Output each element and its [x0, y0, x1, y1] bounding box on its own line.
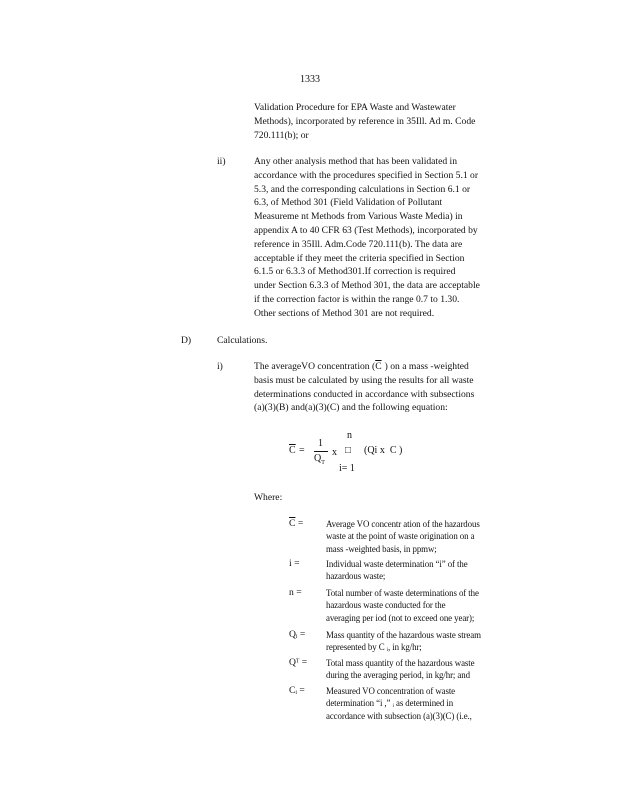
- text-line: reference in 35Ill. Adm.Code 720.111(b). The data are: [254, 238, 463, 250]
- text-line: during the averaging period, in kg/hr; and: [326, 670, 470, 681]
- equation-lhs: $\overline{C}$: [289, 445, 296, 456]
- item-i-paragraph: [254, 360, 539, 415]
- section-d-label: D): [181, 335, 192, 346]
- summation-icon: □: [345, 445, 352, 456]
- text-line: basis must be calculated by using the results for all waste: [254, 374, 474, 386]
- where-definition: [326, 558, 536, 583]
- equation-numerator: 1: [318, 438, 323, 449]
- where-symbol: Cᵢ =: [289, 685, 305, 696]
- equation-upper-limit: n: [347, 430, 352, 441]
- text-line: accordance with the procedures specified in Section 5.1 or: [254, 169, 479, 181]
- c-bar-symbol: $\overline{C}$: [375, 361, 382, 372]
- text-line: if the correction factor is within the range 0.7 to 1.30.: [254, 293, 460, 305]
- text-line: 6.3, of Method 301 (Field Validation of Pollutant: [254, 197, 443, 209]
- where-definition: [326, 685, 536, 722]
- text-line: Methods), incorporated by reference in 35Ill. Ad m. Code: [254, 115, 476, 127]
- equation-times: x: [332, 447, 337, 458]
- text-run: The averageVO concentration (: [254, 361, 376, 372]
- equation-term: (Qi x C ): [364, 445, 403, 456]
- text-line: Average VO concentr ation of the hazardous: [326, 519, 480, 529]
- text-line: 5.3, and the corresponding calculations in Section 6.1 or: [254, 183, 471, 195]
- where-definition: [326, 657, 536, 682]
- equation-q-sub: T: [321, 460, 325, 466]
- where-symbol: [289, 517, 319, 531]
- text-line: determinations conducted in accordance with subsections: [254, 388, 475, 400]
- text-line: appendix A to 40 CFR 63 (Test Methods), incorporated by: [254, 224, 478, 236]
- equation-lower-limit: i= 1: [339, 463, 355, 474]
- text-line: acceptable if they meet the criteria specified in Section: [254, 252, 465, 264]
- text-line: averaging per iod (not to exceed one year);: [326, 612, 475, 623]
- text-line: Total number of waste determinations of the: [326, 588, 479, 598]
- equation-q: Q: [314, 453, 322, 464]
- text-line: Mass quantity of the hazardous waste stream: [326, 630, 481, 640]
- where-definition: [326, 629, 536, 654]
- text-run: ) on a mass -weighted: [384, 361, 469, 372]
- text-line: Any other analysis method that has been validated in: [254, 156, 458, 167]
- where-symbol: Qᵢ =: [289, 629, 306, 640]
- equation-equals: =: [299, 445, 305, 456]
- text-line: hazardous waste conducted for the: [326, 600, 446, 611]
- c-bar-symbol: $\overline{C}$: [289, 518, 296, 529]
- text-line: under Section 6.3.3 of Method 301, the data are acceptable: [254, 280, 480, 292]
- paragraph-continuation: [254, 101, 539, 142]
- where-label: Where:: [254, 492, 283, 503]
- where-definition: [326, 518, 536, 555]
- text-line: determination “i ,” ᵢ as determined in: [326, 698, 454, 709]
- where-definition: [326, 587, 536, 624]
- text-line: Measureme nt Methods from Various Waste Media) in: [254, 211, 463, 223]
- item-ii-label: ii): [217, 156, 226, 167]
- equals-sign: =: [297, 518, 304, 529]
- item-i-label: i): [217, 361, 223, 372]
- text-line: [254, 360, 539, 374]
- item-ii-paragraph: [254, 155, 539, 321]
- equation-denominator: [314, 452, 325, 471]
- text-line: 6.1.5 or 6.3.3 of Method301.If correction is required: [254, 266, 456, 278]
- page-number: 1333: [300, 74, 320, 85]
- text-line: Total mass quantity of the hazardous waste: [326, 658, 475, 668]
- text-line: 720.111(b); or: [254, 129, 309, 141]
- section-d-title: Calculations.: [217, 335, 268, 346]
- text-line: Other sections of Method 301 are not required.: [254, 307, 435, 319]
- text-line: mass -weighted basis, in ppmw;: [326, 543, 437, 554]
- text-line: Individual waste determination “i” of the: [326, 559, 468, 569]
- where-symbol: Qᵀ =: [289, 657, 308, 668]
- text-line: waste at the point of waste origination on a: [326, 531, 475, 542]
- text-line: (a)(3)(B) and(a)(3)(C) and the following equation:: [254, 402, 448, 414]
- text-line: hazardous waste;: [326, 571, 386, 582]
- text-line: accordance with subsection (a)(3)(C) (i.e.,: [326, 710, 472, 721]
- text-line: Validation Procedure for EPA Waste and Wastewater: [254, 102, 456, 113]
- text-line: represented by C ᵢ, in kg/hr;: [326, 642, 422, 653]
- where-symbol: n =: [289, 587, 302, 598]
- where-symbol: i =: [289, 558, 300, 569]
- text-line: Measured VO concentration of waste: [326, 686, 456, 696]
